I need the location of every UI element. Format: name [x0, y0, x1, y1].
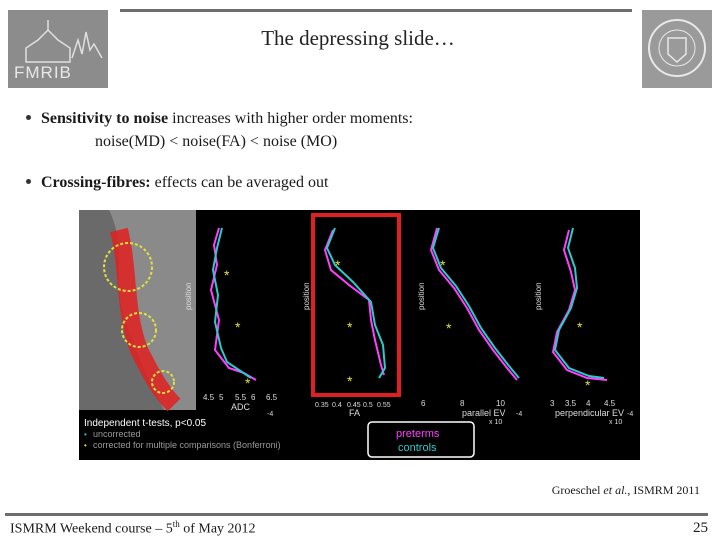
bullet-noise-order: noise(MD) < noise(FA) < noise (MO) — [95, 133, 338, 150]
bullet-text: increases with higher order moments: — [168, 110, 413, 127]
exponent-label: -4 — [267, 411, 274, 418]
tick-label: 5.5 — [235, 393, 247, 402]
panel-xlabel: perpendicular EV — [555, 408, 625, 418]
series-controls-perp — [555, 228, 604, 378]
scale-label: x 10 — [489, 419, 503, 426]
footer-pre: ISMRM Weekend course – 5 — [10, 521, 173, 537]
tick-label: 6 — [251, 393, 256, 402]
legend-item-preterms: preterms — [396, 428, 440, 440]
footer-sup: th — [172, 519, 180, 529]
panel-ylabel: position — [184, 282, 193, 310]
bottom-rule — [5, 513, 708, 516]
panel-ylabel: position — [302, 282, 311, 310]
panel-xlabel: FA — [349, 408, 361, 418]
citation — [552, 483, 700, 498]
tick-label: 0.5 — [363, 402, 373, 409]
series-controls-fa — [327, 228, 385, 378]
panel-ylabel: position — [534, 282, 543, 310]
oxford-crest-icon — [642, 10, 712, 88]
tick-label: 3 — [550, 399, 555, 408]
tick-label: 0.55 — [377, 402, 391, 409]
significance-marker: * — [585, 377, 591, 393]
slide-title: The depressing slide… — [261, 26, 455, 50]
tick-label: 0.35 — [315, 402, 329, 409]
exponent-label: -4 — [627, 411, 634, 418]
bullet-dot — [26, 115, 31, 120]
significance-marker: * — [245, 375, 251, 391]
significance-marker: * — [347, 373, 353, 389]
exponent-label: -4 — [516, 411, 523, 418]
highlight-box — [313, 215, 399, 395]
tick-label: 4 — [586, 399, 591, 408]
tick-label: 6.5 — [266, 393, 278, 402]
panel-xlabel: parallel EV — [462, 408, 506, 418]
tick-label: 8 — [460, 399, 465, 408]
bullet-text: effects can be averaged out — [150, 174, 329, 191]
legend-item-controls: controls — [398, 442, 437, 454]
citation-author: Groeschel — [551, 483, 604, 497]
legend-item-uncorrected: uncorrected — [93, 429, 141, 439]
citation-etal: et al. — [603, 483, 628, 497]
fmrib-logo — [8, 10, 108, 88]
top-rule — [120, 9, 632, 12]
significance-marker: * — [335, 257, 341, 273]
legend-title: Independent t-tests, p<0.05 — [84, 418, 207, 429]
tick-label: 0.4 — [332, 402, 342, 409]
significance-marker: * — [347, 319, 353, 335]
tick-label: 6 — [421, 399, 426, 408]
tick-label: 0.45 — [347, 402, 361, 409]
legend-item-corrected: corrected for multiple comparisons (Bonferroni) — [93, 440, 281, 450]
tick-label: 4.5 — [203, 393, 215, 402]
results-figure — [79, 210, 640, 460]
bullet-dot — [26, 179, 31, 184]
tick-label: 3.5 — [565, 399, 577, 408]
significance-marker: * — [235, 319, 241, 335]
footer-post: of May 2012 — [179, 521, 256, 537]
panel-ylabel: position — [417, 282, 426, 310]
page-number: 25 — [693, 520, 708, 536]
scale-label: x 10 — [609, 419, 623, 426]
significance-marker: * — [446, 320, 452, 336]
footer-text — [10, 519, 256, 538]
series-preterms-parallel — [431, 228, 517, 380]
significance-marker: * — [440, 257, 446, 273]
legend-bullet: • — [84, 441, 87, 450]
bullet-bold: Crossing-fibres: — [41, 174, 151, 191]
bullet-bold: Sensitivity to noise — [41, 110, 169, 127]
oxford-crest-logo — [642, 10, 712, 88]
figure-svg — [79, 210, 640, 460]
series-preterms-fa — [325, 230, 384, 375]
bullet-sensitivity — [26, 110, 413, 128]
panel-xlabel: ADC — [231, 402, 251, 412]
significance-marker: * — [224, 267, 230, 283]
tick-label: 10 — [496, 399, 505, 408]
tick-label: 4.5 — [604, 399, 616, 408]
significance-marker: * — [577, 319, 583, 335]
fmrib-logo-text: FMRIB — [14, 63, 72, 82]
legend-bullet: • — [84, 430, 87, 439]
citation-rest: , ISMRM 2011 — [627, 483, 700, 497]
tick-label: 5 — [219, 393, 224, 402]
series-controls-parallel — [433, 228, 519, 378]
bullet-crossing-fibres — [26, 174, 328, 192]
